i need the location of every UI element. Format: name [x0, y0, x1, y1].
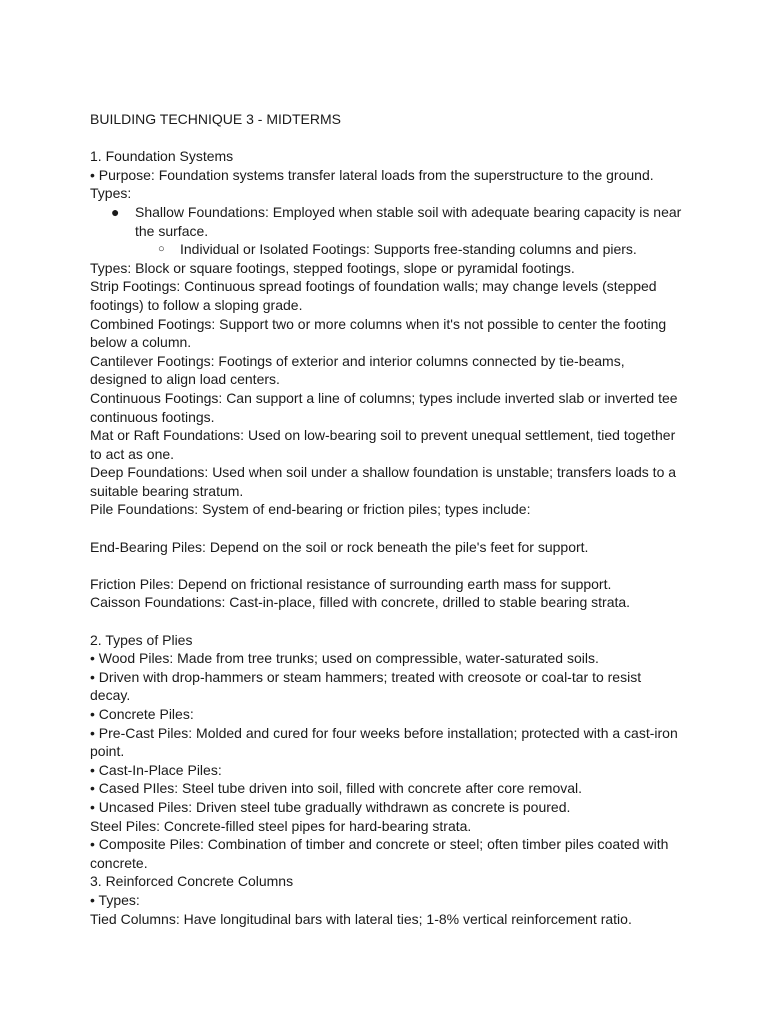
- text-line: Steel Piles: Concrete-filled steel pipes for hard-bearing strata.: [90, 817, 472, 834]
- text-line: • Types:: [90, 891, 140, 908]
- hollow-bullet-icon: ○: [158, 243, 165, 256]
- text-line: Mat or Raft Foundations: Used on low-bearing soil to prevent unequal settlement, tied together to act as one.: [90, 427, 676, 462]
- list-item: [90, 203, 685, 240]
- list-item: [90, 240, 685, 259]
- list-item-text: Individual or Isolated Footings: Supports free-standing columns and piers.: [180, 241, 637, 258]
- text-line: • Cast-In-Place Piles:: [90, 761, 222, 778]
- text-line: Types: Block or square footings, stepped footings, slope or pyramidal footings.: [90, 259, 575, 276]
- text-line: Combined Footings: Support two or more columns when it's not possible to center the footing below a column.: [90, 315, 667, 351]
- text-line: End-Bearing Piles: Depend on the soil or rock beneath the pile's feet for support.: [90, 538, 589, 555]
- document-title: BUILDING TECHNIQUE 3 - MIDTERMS: [90, 111, 341, 127]
- text-line: • Pre-Cast Piles: Molded and cured for four weeks before installation; protected with a cast-iron point.: [90, 724, 678, 760]
- blank-line: [90, 556, 685, 575]
- text-line: Friction Piles: Depend on frictional resistance of surrounding earth mass for support.: [90, 575, 612, 592]
- text-line: Caisson Foundations: Cast-in-place, filled with concrete, drilled to stable bearing strata.: [90, 594, 631, 611]
- document-page: [90, 110, 685, 928]
- section-heading-columns: 3. Reinforced Concrete Columns: [90, 873, 294, 890]
- text-line: Cantilever Footings: Footings of exterior and interior columns connected by tie-beams, designed to align load centers.: [90, 352, 625, 388]
- filled-bullet-icon: ●: [111, 203, 120, 220]
- text-line: • Uncased Piles: Driven steel tube gradually withdrawn as concrete is poured.: [90, 798, 571, 815]
- list-item-text: Shallow Foundations: Employed when stable soil with adequate bearing capacity is near the surface.: [135, 203, 682, 239]
- blank-line: [90, 612, 685, 631]
- text-line: • Purpose: Foundation systems transfer lateral loads from the superstructure to the ground.: [90, 166, 654, 183]
- text-line: • Cased PIles: Steel tube driven into soil, filled with concrete after core removal.: [90, 780, 583, 797]
- text-line: Strip Footings: Continuous spread footings of foundation walls; may change levels (stepped footings) to follow a sloping grade.: [90, 278, 657, 313]
- text-line: • Composite Piles: Combination of timber and concrete or steel; often timber piles coated with concrete.: [90, 836, 669, 871]
- text-line: Deep Foundations: Used when soil under a shallow foundation is unstable; transfers loads to a suitable bearing stratum.: [90, 464, 677, 499]
- text-line: • Driven with drop-hammers or steam hammers; treated with creosote or coal-tar to resist decay.: [90, 668, 642, 704]
- text-line: Continuous Footings: Can support a line of columns; types include inverted slab or inverted tee continuous footings.: [90, 389, 678, 425]
- blank-line: [90, 519, 685, 538]
- text-line: Types:: [90, 185, 132, 202]
- text-line: • Concrete Piles:: [90, 706, 194, 722]
- text-line: • Wood Piles: Made from tree trunks; used on compressible, water-saturated soils.: [90, 650, 599, 667]
- section-heading-piles: 2. Types of Plies: [90, 631, 193, 648]
- text-line: Tied Columns: Have longitudinal bars with lateral ties; 1-8% vertical reinforcement ratio.: [90, 910, 632, 927]
- text-line: Pile Foundations: System of end-bearing or friction piles; types include:: [90, 501, 531, 518]
- section-heading-foundation: 1. Foundation Systems: [90, 148, 234, 165]
- blank-line: [90, 129, 685, 148]
